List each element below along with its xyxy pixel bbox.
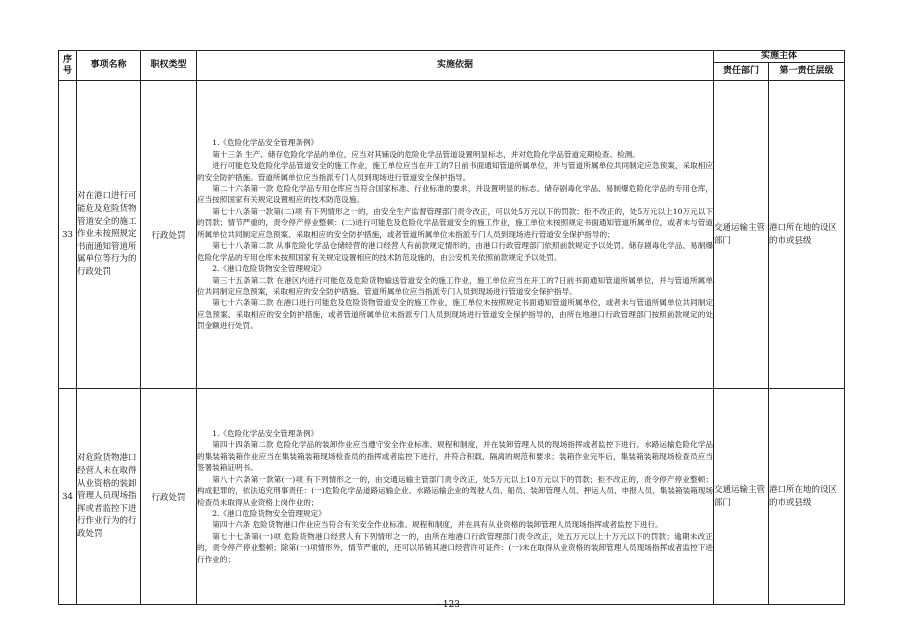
row-authority-type: 行政处罚: [141, 389, 197, 605]
row-seq: 33: [59, 81, 77, 389]
row-basis: 1.《危险化学品安全管理条例》 第十三条 生产、储存危险化学品的单位，应当对其铺设的危险化学品管道设置明显标志，并对危险化学品管道定期检查、检测。 进行可能危及危险化学品管道安全的施工作业，施工单位应当在开工的7日前书面通知管道所属单位，并与管道所属单位共同制定应急预案，采取相应的安全防护措施。管道所属单位应当指派专门人员到现场进行管道安全保护指导。 第二十六条第一款 危险化学品专用仓库应当符合国家标准、行业标准的要求，并设置明显的标志。储存剧毒化学品、易制爆危险化学品的专用仓库，应当按照国家有关规定设置相应的技术防范设施。 第七十八条第一款第(二)项 有下列情形之一的，由安全生产监督管理部门责令改正，可以处5万元以下的罚款；拒不改正的，处5万元以上10万元以下的罚款；情节严重的，责令停产停业整顿：(二)进行可能危及危险化学品管道安全的施工作业，施工单位未按照规定书面通知管道所属单位，或者未与管道所属单位共同制定应急预案、采取相应的安全防护措施，或者管道所属单位未指派专门人员到现场进行管道安全保护指导的； 第七十八条第二款 从事危险化学品仓储经营的港口经营人有前款规定情形的，由港口行政管理部门依照前款规定予以处罚。储存剧毒化学品、易制爆危险化学品的专用仓库未按照国家有关规定设置相应的技术防范设施的，由公安机关依照前款规定予以处罚。 2.《港口危险货物安全管理规定》 第三十五条第二款 在港区内进行可能危及危险货物输送管道安全的施工作业，施工单位应当在开工的7日前书面通知管道所属单位，并与管道所属单位共同制定应急预案，采取相应的安全防护措施。管道所属单位应当指派专门人员到现场进行管道安全保护指导。 第七十六条第二款 在港口进行可能危及危险货物管道安全的施工作业，施工单位未按照规定书面通知管道所属单位，或者未与管道所属单位共同制定应急预案、采取相应的安全防护措施，或者管道所属单位未指派专门人员到现场进行管道安全保护指导的，由所在地港口行政管理部门按照前款规定的处罚金额进行处罚。: [197, 81, 714, 389]
row-level: 港口所在地的设区的市或县级: [769, 389, 845, 605]
header-dept: 责任部门: [714, 63, 769, 81]
authority-table: [58, 50, 845, 605]
row-authority-type: 行政处罚: [141, 81, 197, 389]
row-level: 港口所在地的设区的市或县级: [769, 81, 845, 389]
row-basis: 1.《危险化学品安全管理条例》 第四十四条第二款 危险化学品的装卸作业应当遵守安全作业标准、规程和制度，并在装卸管理人员的现场指挥或者监控下进行。水路运输危险化学品的集装箱装箱作业应当在集装箱装箱现场检查员的指挥或者监控下进行，并符合积载、隔离的规范和要求；装箱作业完毕后，集装箱装箱现场检查员应当签署装箱证明书。 第八十六条第一款第(一)项 有下列情形之一的，由交通运输主管部门责令改正，处5万元以上10万元以下的罚款；拒不改正的，责令停产停业整顿；构成犯罪的，依法追究刑事责任：(一)危险化学品道路运输企业、水路运输企业的驾驶人员、船员、装卸管理人员、押运人员、申报人员、集装箱装箱现场检查员未取得从业资格上岗作业的； 2.《港口危险货物安全管理规定》 第四十六条 危险货物港口作业应当符合有关安全作业标准、规程和制度，并在具有从业资格的装卸管理人员现场指挥或者监控下进行。 第七十七条第(一)项 危险货物港口经营人有下列情形之一的，由所在地港口行政管理部门责令改正，处五万元以上十万元以下的罚款；逾期未改正的，责令停产停业整顿；除第(一)项情形外，情节严重的，还可以吊销其港口经营许可证件：(一)未在取得从业资格的装卸管理人员现场指挥或者监控下进行作业的；: [197, 389, 714, 605]
page-number: - 123-: [436, 600, 464, 610]
row-item-name: 对危险货物港口经营人未在取得从业资格的装卸管理人员现场指挥或者监控下进行作业行为的行政处罚: [77, 389, 141, 605]
row-seq: 34: [59, 389, 77, 605]
header-authority-type: 职权类型: [141, 51, 197, 81]
header-level: 第一责任层级: [769, 63, 845, 81]
row-dept: 交通运输主管部门: [714, 389, 769, 605]
header-basis: 实施依据: [197, 51, 714, 81]
table-row: [59, 389, 845, 605]
header-seq: 序号: [59, 51, 77, 81]
table-row: [59, 81, 845, 389]
header-subject: 实施主体: [714, 51, 845, 63]
header-item-name: 事项名称: [77, 51, 141, 81]
row-dept: 交通运输主管部门: [714, 81, 769, 389]
row-item-name: 对在港口进行可能危及危险货物管道安全的施工作业未按照规定书面通知管道所属单位等行为的行政处罚: [77, 81, 141, 389]
